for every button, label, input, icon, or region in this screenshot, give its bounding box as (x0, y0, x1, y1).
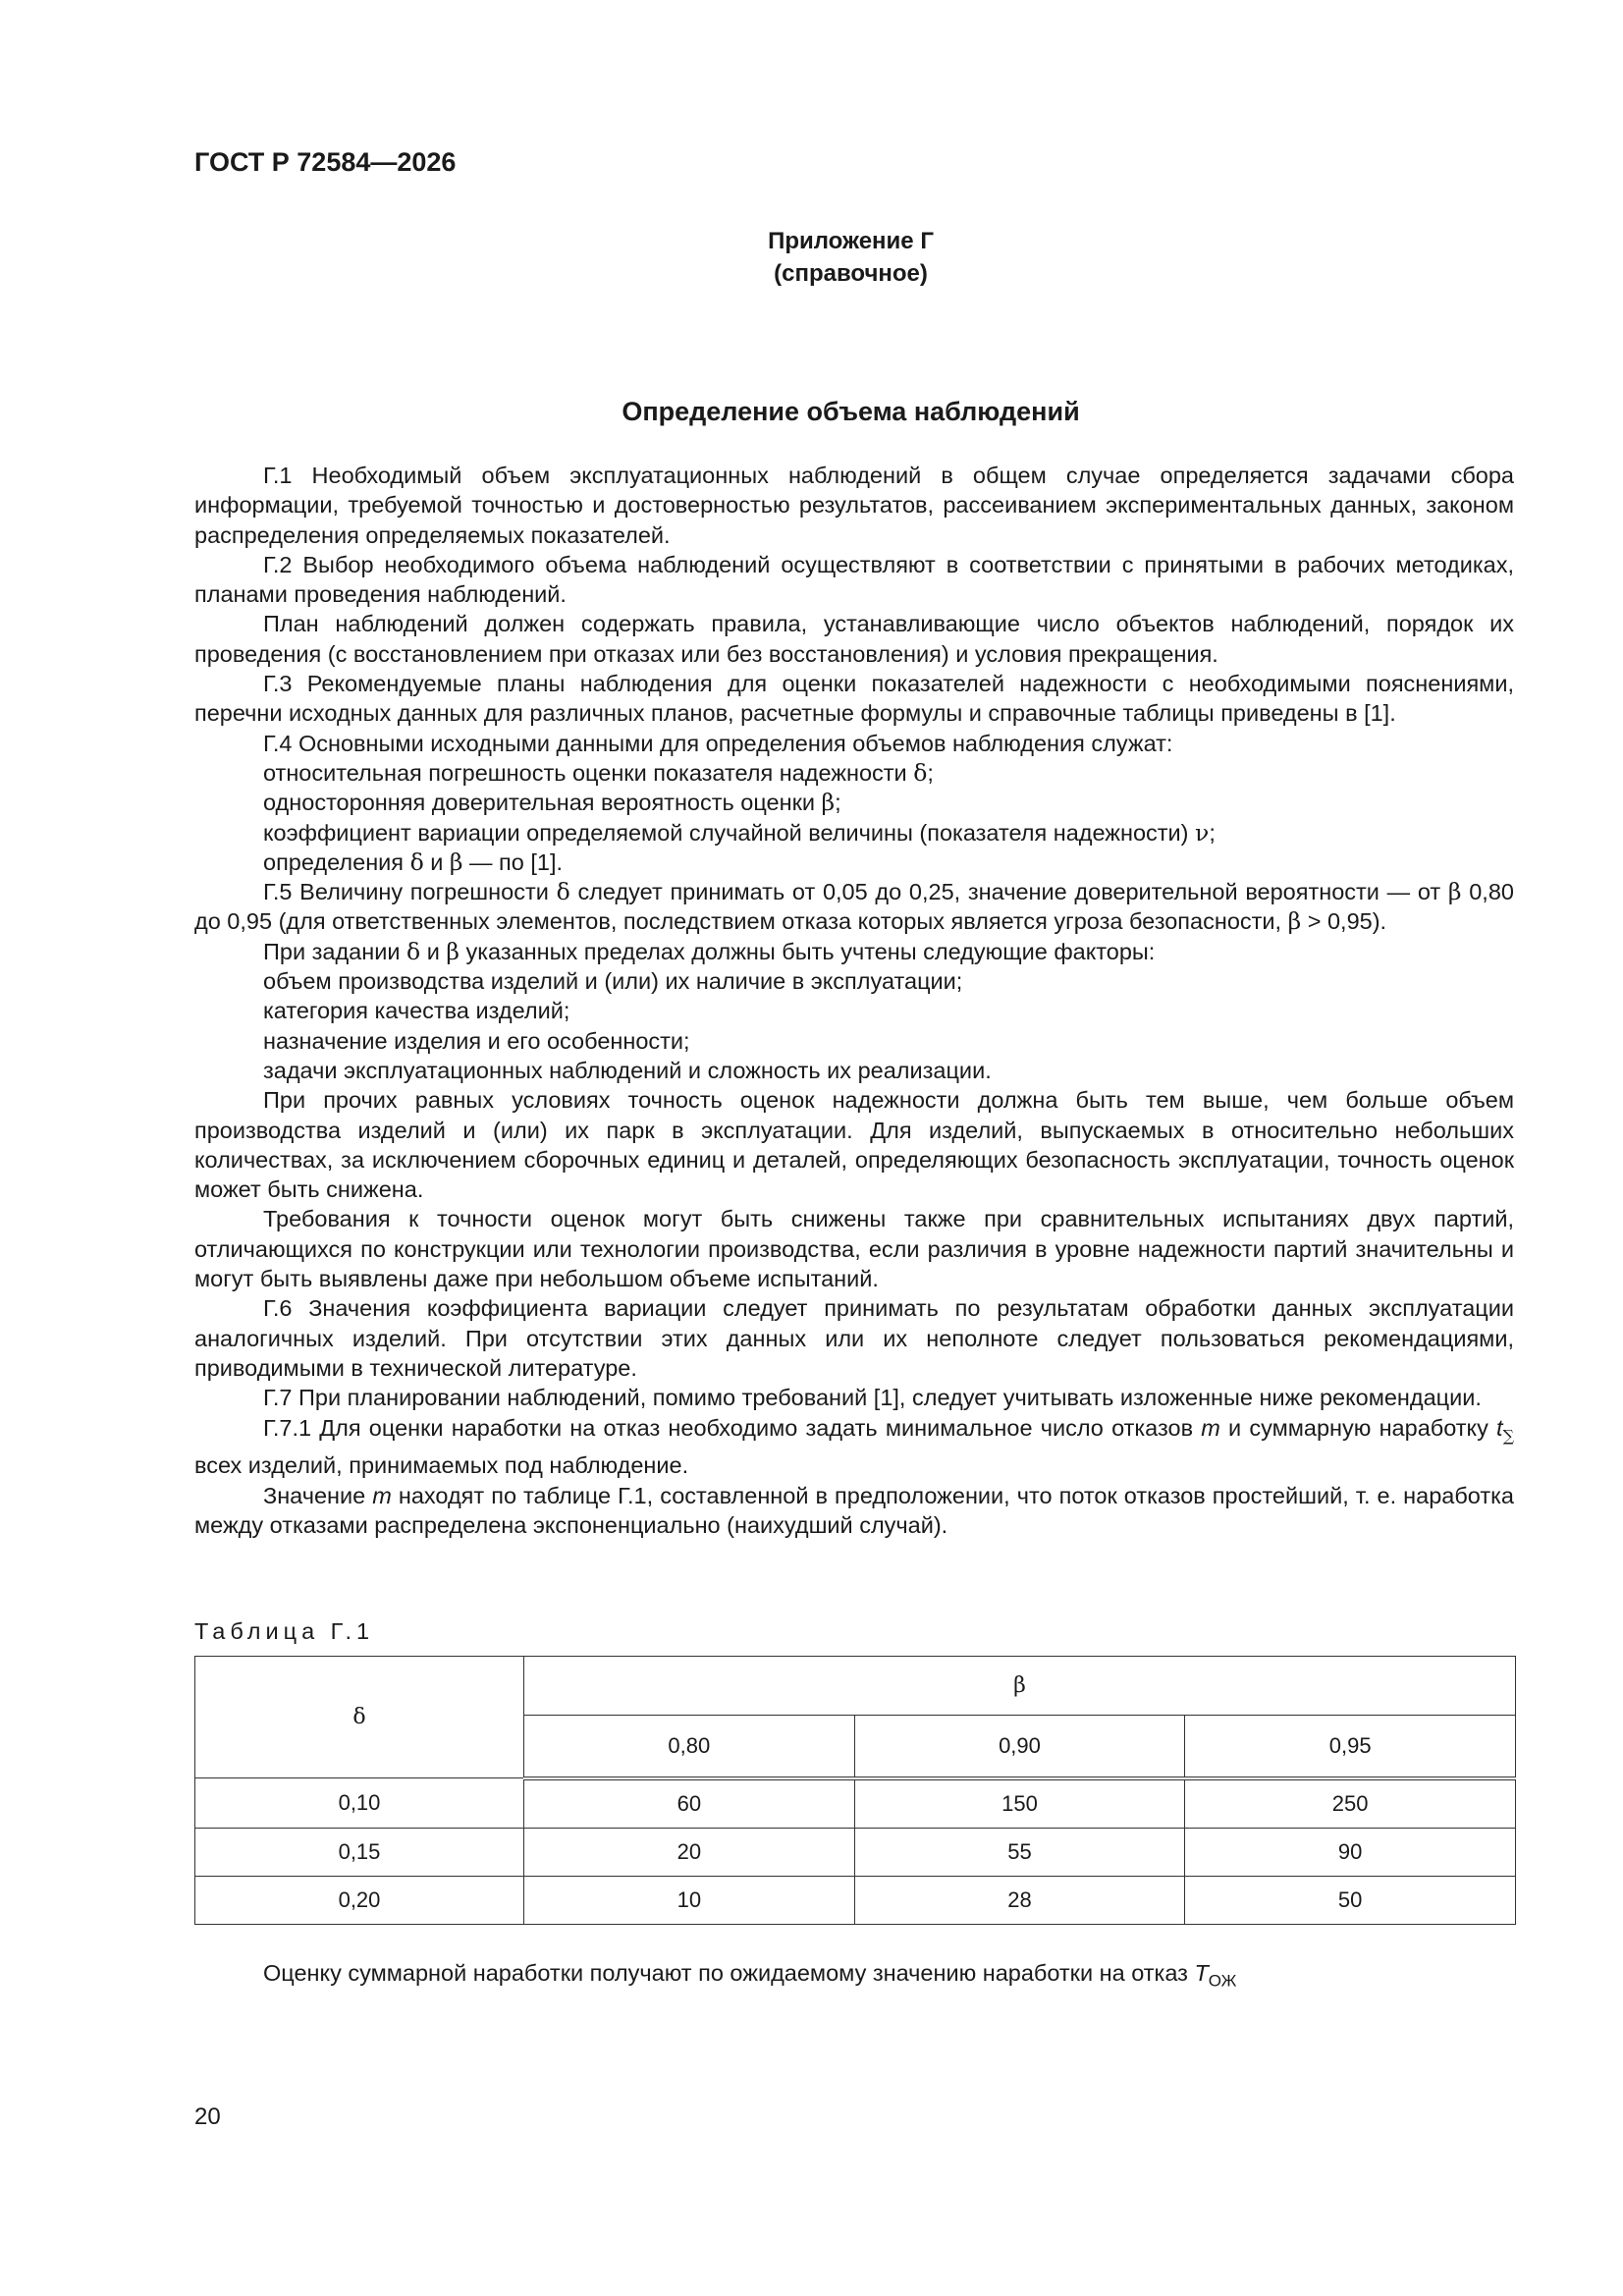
appendix-heading (0, 225, 1623, 290)
table-caption: Таблица Г.1 (194, 1618, 375, 1644)
table-cell: 90 (1185, 1828, 1516, 1876)
table-cell: 20 (524, 1828, 855, 1876)
paragraph-m-value: Значение m находят по таблице Г.1, составленной в предположении, что поток отказов простейший, т. е. наработка между отказами распределена экспоненциально (наихудший случай). (194, 1482, 1514, 1539)
table-delta-cell: 0,20 (195, 1876, 524, 1924)
paragraph-factors: При задании δ и β указанных пределах должны быть учтены следующие факторы: (263, 937, 1156, 965)
paragraph-g3: Г.3 Рекомендуемые планы наблюдения для оценки показателей надежности с необходимыми пояснениями, перечни исходных данных для различных планов, расчетные формулы и справочные таблицы приведены в [1]. (194, 671, 1514, 727)
table-beta-value: 0,80 (524, 1716, 855, 1778)
body-text (194, 461, 1514, 1540)
list-item-confidence: односторонняя доверительная вероятность оценки β; (263, 789, 841, 817)
list-item-production: объем производства изделий и (или) их наличие в эксплуатации; (263, 968, 963, 995)
document-code: ГОСТ Р 72584—2026 (194, 147, 457, 177)
section-title: Определение объема наблюдений (622, 397, 1080, 426)
table-cell: 55 (854, 1828, 1185, 1876)
table-cell: 60 (524, 1778, 855, 1829)
table-beta-header: β (524, 1657, 1516, 1716)
table-delta-header: δ (195, 1657, 524, 1778)
table-cell: 150 (854, 1778, 1185, 1829)
table-g1 (194, 1656, 1516, 1925)
table-beta-value: 0,95 (1185, 1716, 1516, 1778)
paragraph-g6: Г.6 Значения коэффициента вариации следует принимать по результатам обработки данных эксплуатации аналогичных изделий. При отсутствии этих данных или их неполноте следует пользоваться рекомендациями, приводимыми в технической литературе. (194, 1295, 1514, 1381)
paragraph-total-operating-time: Оценку суммарной наработки получают по ожидаемому значению наработки на отказ $T_{ОЖ}$ (263, 1960, 1237, 1991)
appendix-title: Приложение Г (768, 228, 934, 254)
table-cell: 250 (1185, 1778, 1516, 1829)
list-item-variation: коэффициент вариации определяемой случайной величины (показателя надежности) ν; (263, 818, 1216, 847)
list-item-purpose: назначение изделия и его особенности; (263, 1027, 690, 1054)
page-number: 20 (194, 2104, 221, 2130)
table-beta-value: 0,90 (854, 1716, 1185, 1778)
table-cell: 10 (524, 1876, 855, 1924)
paragraph-g2: Г.2 Выбор необходимого объема наблюдений осуществляют в соответствии с принятыми в рабочих методиках, планами проведения наблюдений. (194, 551, 1514, 608)
paragraph-requirements: Требования к точности оценок могут быть снижены также при сравнительных испытаниях двух партий, отличающихся по конструкции или технологии производства, если различия в уровне надежности партий значительны и могут быть выявлены даже при небольшом объеме испытаний. (194, 1206, 1514, 1292)
table-row (195, 1876, 1516, 1924)
appendix-kind: (справочное) (774, 260, 928, 287)
paragraph-g7: Г.7 При планировании наблюдений, помимо требований [1], следует учитывать изложенные ниже рекомендации. (263, 1385, 1482, 1411)
paragraph-g7-1: Г.7.1 Для оценки наработки на отказ необходимо задать минимальное число отказов m и суммарную наработку $t_\sum$ всех изделий, принимаемых под наблюдение. (194, 1414, 1514, 1479)
table-row (195, 1778, 1516, 1829)
table-row (195, 1828, 1516, 1876)
table-delta-cell: 0,15 (195, 1828, 524, 1876)
paragraph-accuracy: При прочих равных условиях точность оценок надежности должна быть тем выше, чем больше объем производства изделий и (или) их парк в эксплуатации. Для изделий, выпускаемых в относительно небольших количествах, за исключением сборочных единиц и деталей, определяющих безопасность эксплуатации, точность оценок может быть снижена. (194, 1087, 1514, 1203)
paragraph-g4: Г.4 Основными исходными данными для определения объемов наблюдения служат: (263, 730, 1173, 756)
table-cell: 28 (854, 1876, 1185, 1924)
list-item-definitions: определения δ и β — по [1]. (263, 847, 564, 876)
paragraph-plan: План наблюдений должен содержать правила, устанавливающие число объектов наблюдений, порядок их проведения (с восстановлением при отказах или без восстановления) и условия прекращения. (194, 611, 1514, 667)
list-item-error: относительная погрешность оценки показателя надежности δ; (263, 758, 934, 787)
table-delta-cell: 0,10 (195, 1778, 524, 1829)
table-cell: 50 (1185, 1876, 1516, 1924)
paragraph-g5: Г.5 Величину погрешности δ следует принимать от 0,05 до 0,25, значение доверительной вероятности — от β 0,80 до 0,95 (для ответственных элементов, последствием отказа которых является угроза безопасности, β > 0,95). (194, 878, 1514, 936)
list-item-quality: категория качества изделий; (263, 998, 570, 1024)
list-item-tasks: задачи эксплуатационных наблюдений и сложность их реализации. (263, 1057, 992, 1083)
paragraph-g1: Г.1 Необходимый объем эксплуатационных наблюдений в общем случае определяется задачами сбора информации, требуемой точностью и достоверностью результатов, рассеиванием экспериментальных данных, законом распределения определяемых показателей. (194, 463, 1514, 548)
